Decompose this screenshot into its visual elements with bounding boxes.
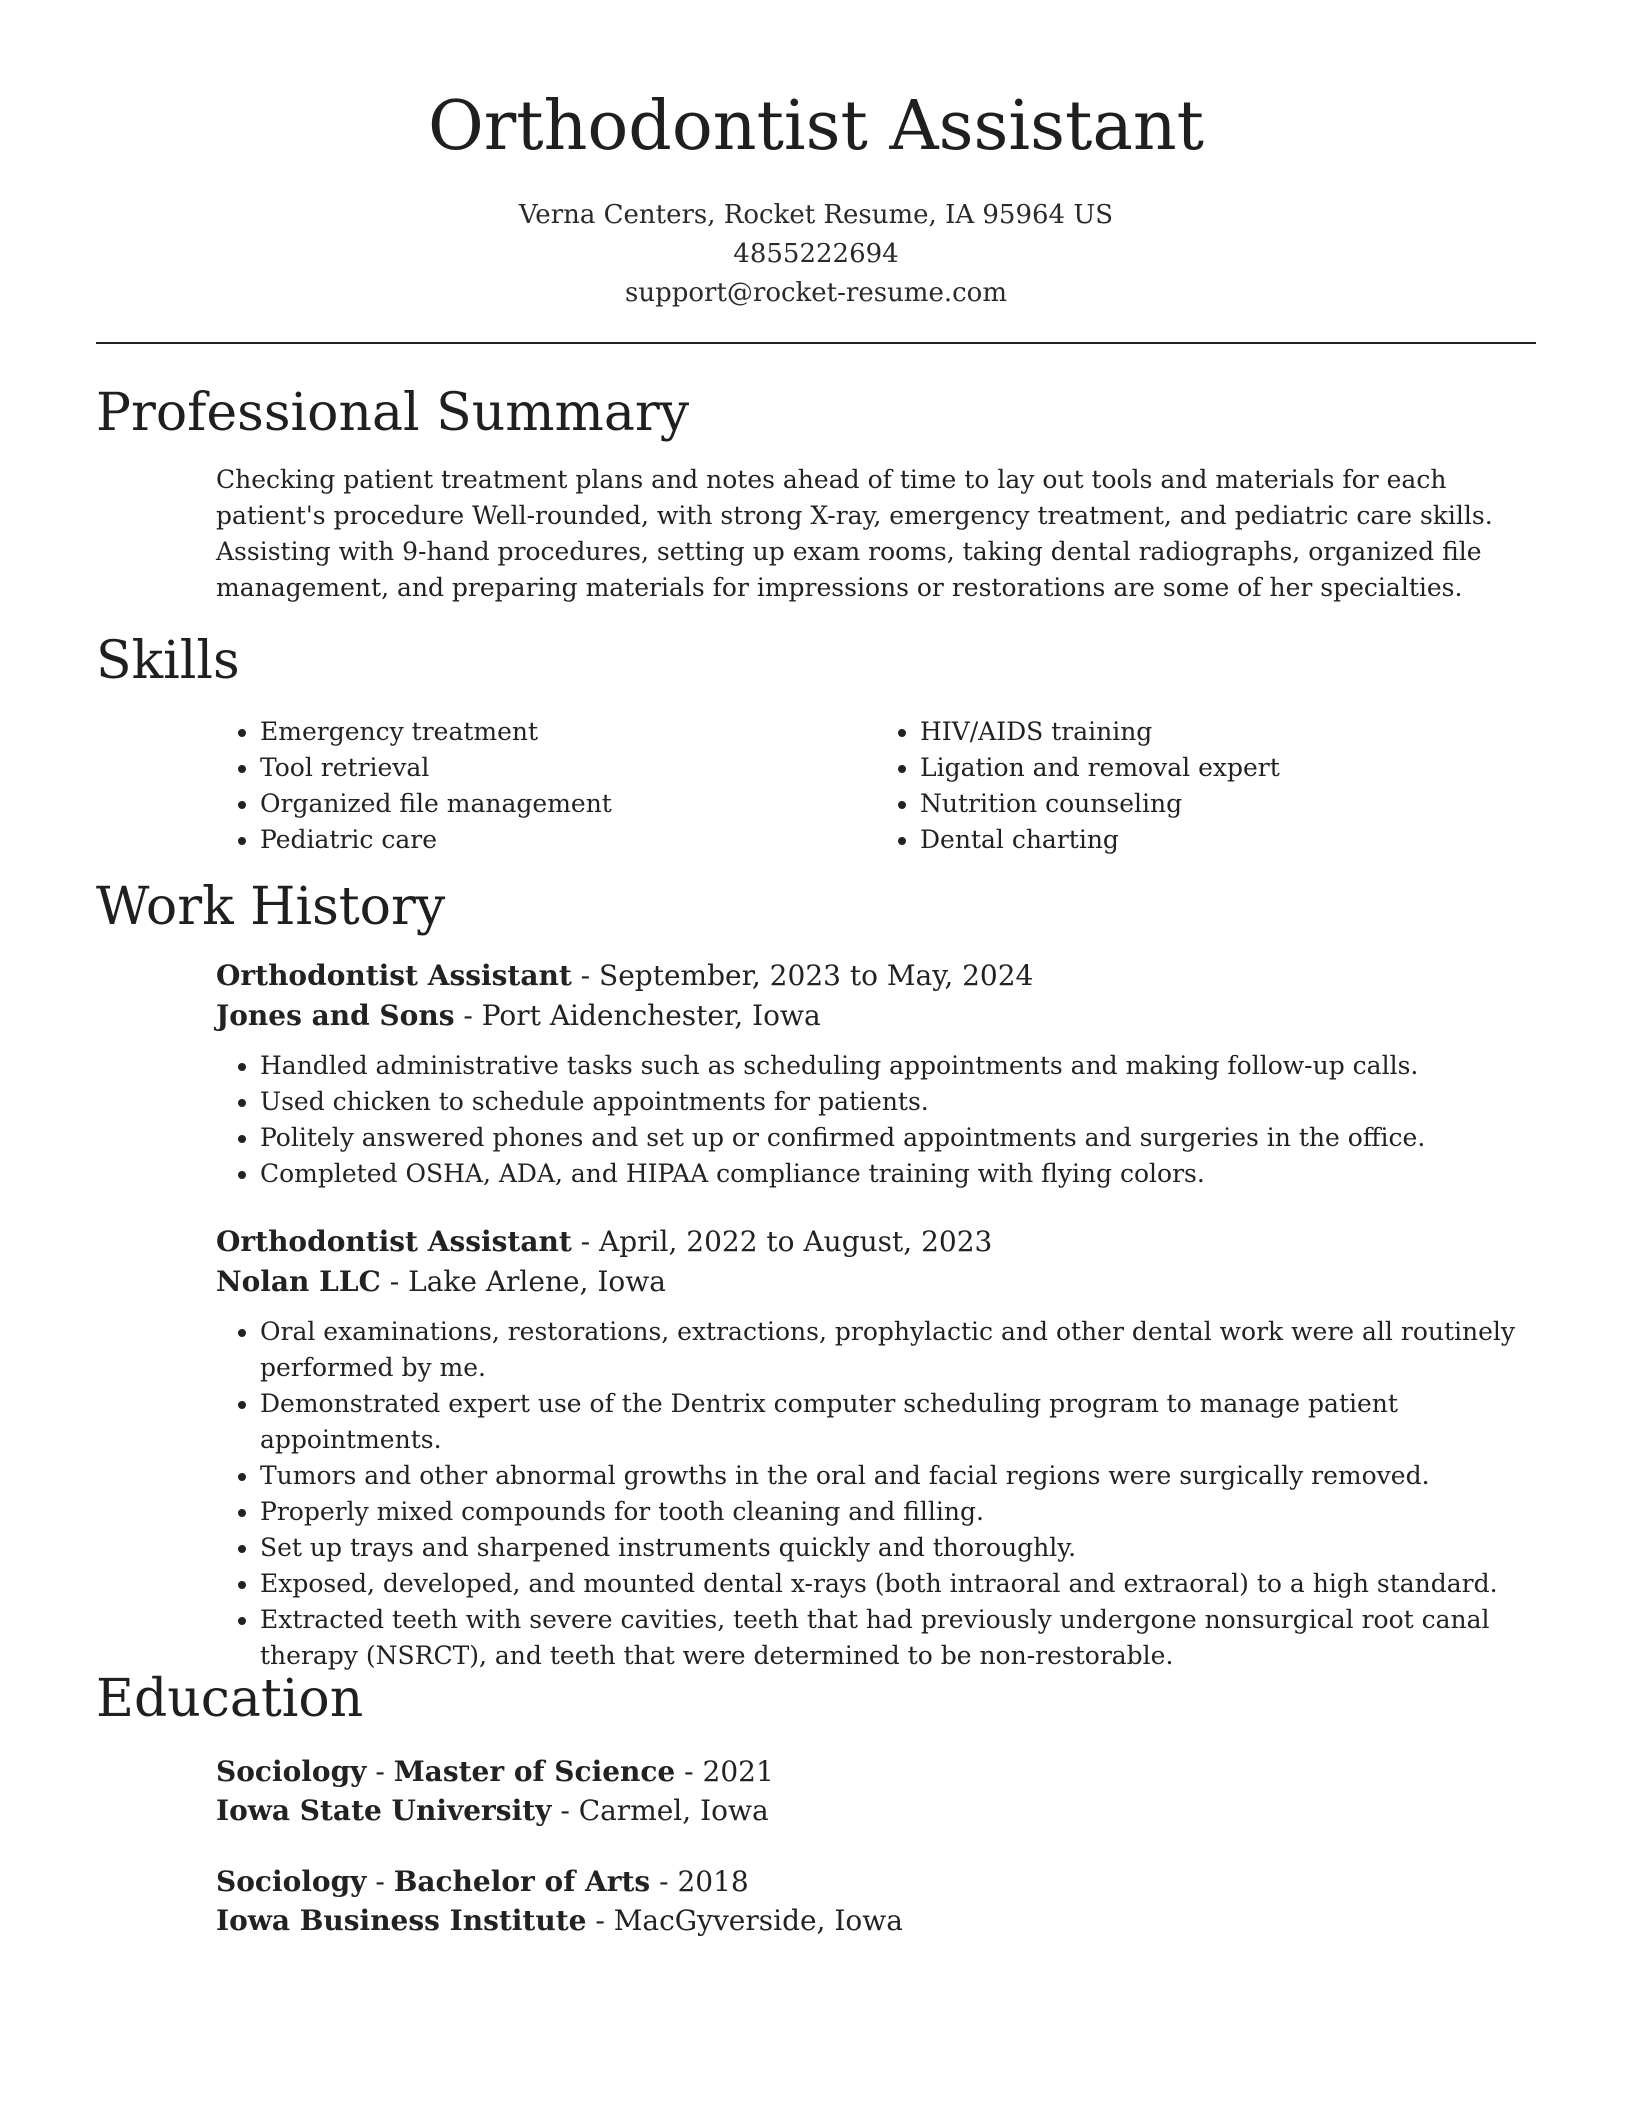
job-title-line: Orthodontist Assistant - September, 2023 to May, 2024 (216, 959, 1034, 992)
contact-block (0, 196, 1632, 313)
skill-item: • Pediatric care (260, 822, 876, 858)
job-bullets (216, 1048, 1536, 1192)
education-year: 2021 (702, 1755, 774, 1788)
education-field: Sociology (216, 1755, 367, 1788)
skills-list-left (216, 714, 876, 858)
education-degree-line: Sociology - Master of Science - 2021 (216, 1755, 774, 1788)
job-bullet: • Properly mixed compounds for tooth cleaning and filling. (260, 1494, 1536, 1530)
skills-heading: Skills (96, 631, 240, 691)
job-company: Jones and Sons (216, 999, 455, 1032)
education-location: Carmel, Iowa (578, 1794, 769, 1827)
job-entry (216, 1222, 1536, 1674)
summary-text: Checking patient treatment plans and notes ahead of time to lay out tools and materials for each patient's procedure Well-rounded, with strong X-ray, emergency treatment, and pediatric care skills. Assisting with 9-hand procedures, setting up exam rooms, taking dental radiographs, organized file management, and preparing materials for impressions or restorations are some of her specialties. (216, 465, 1493, 602)
job-bullet: • Politely answered phones and set up or confirmed appointments and surgeries in the office. (260, 1120, 1536, 1156)
job-company: Nolan LLC (216, 1265, 381, 1298)
education-section (96, 1668, 1536, 1940)
education-school-line: Iowa Business Institute - MacGyverside, Iowa (216, 1904, 903, 1937)
job-bullets (216, 1314, 1536, 1674)
education-entry (216, 1862, 1536, 1940)
skills-list-right (876, 714, 1536, 858)
education-school-line: Iowa State University - Carmel, Iowa (216, 1794, 769, 1827)
education-degree: Master of Science (393, 1755, 676, 1788)
job-bullet: • Tumors and other abnormal growths in the oral and facial regions were surgically removed. (260, 1458, 1536, 1494)
job-bullet: • Handled administrative tasks such as scheduling appointments and making follow-up calls. (260, 1048, 1536, 1084)
candidate-title: Orthodontist Assistant (427, 87, 1205, 166)
skill-item: • HIV/AIDS training (920, 714, 1536, 750)
job-location: Lake Arlene, Iowa (408, 1265, 666, 1298)
skills-columns (216, 714, 1536, 858)
job-title: Orthodontist Assistant (216, 959, 572, 992)
education-degree-line: Sociology - Bachelor of Arts - 2018 (216, 1865, 749, 1898)
skill-item: • Tool retrieval (260, 750, 876, 786)
education-degree: Bachelor of Arts (393, 1865, 651, 1898)
job-location: Port Aidenchester, Iowa (481, 999, 821, 1032)
contact-email: support@rocket-resume.com (624, 278, 1007, 308)
job-title: Orthodontist Assistant (216, 1225, 572, 1258)
work-history-section (96, 876, 1536, 1674)
job-bullet: • Oral examinations, restorations, extractions, prophylactic and other dental work were all routinely performed by me. (260, 1314, 1536, 1386)
education-location: MacGyverside, Iowa (613, 1904, 903, 1937)
job-dates: April, 2022 to August, 2023 (599, 1225, 993, 1258)
job-title-line: Orthodontist Assistant - April, 2022 to August, 2023 (216, 1225, 993, 1258)
job-bullet: • Completed OSHA, ADA, and HIPAA compliance training with flying colors. (260, 1156, 1536, 1192)
job-dates: September, 2023 to May, 2024 (599, 959, 1034, 992)
education-field: Sociology (216, 1865, 367, 1898)
skill-item: • Nutrition counseling (920, 786, 1536, 822)
skills-section (96, 630, 1536, 858)
education-year: 2018 (677, 1865, 749, 1898)
job-company-line: Nolan LLC - Lake Arlene, Iowa (216, 1265, 666, 1298)
work-history-heading: Work History (96, 877, 446, 937)
education-heading: Education (96, 1669, 364, 1729)
contact-address: Verna Centers, Rocket Resume, IA 95964 US (518, 200, 1114, 230)
job-company-line: Jones and Sons - Port Aidenchester, Iowa (216, 999, 821, 1032)
skill-item: • Organized file management (260, 786, 876, 822)
education-school: Iowa Business Institute (216, 1904, 587, 1937)
skill-item: • Dental charting (920, 822, 1536, 858)
job-bullet: • Extracted teeth with severe cavities, teeth that had previously undergone nonsurgical root canal therapy (NSRCT), and teeth that were determined to be non-restorable. (260, 1602, 1536, 1674)
job-bullet: • Set up trays and sharpened instruments quickly and thoroughly. (260, 1530, 1536, 1566)
job-entry (216, 956, 1536, 1192)
job-bullet: • Used chicken to schedule appointments for patients. (260, 1084, 1536, 1120)
contact-phone: 4855222694 (733, 239, 899, 269)
skill-item: • Ligation and removal expert (920, 750, 1536, 786)
education-school: Iowa State University (216, 1794, 552, 1827)
skill-item: • Emergency treatment (260, 714, 876, 750)
job-bullet: • Exposed, developed, and mounted dental x-rays (both intraoral and extraoral) to a high standard. (260, 1566, 1536, 1602)
job-bullet: • Demonstrated expert use of the Dentrix computer scheduling program to manage patient appointments. (260, 1386, 1536, 1458)
summary-section (96, 382, 1536, 606)
summary-heading: Professional Summary (96, 383, 690, 443)
header-divider (96, 342, 1536, 344)
resume-header (0, 0, 1632, 313)
education-entry (216, 1752, 1536, 1830)
